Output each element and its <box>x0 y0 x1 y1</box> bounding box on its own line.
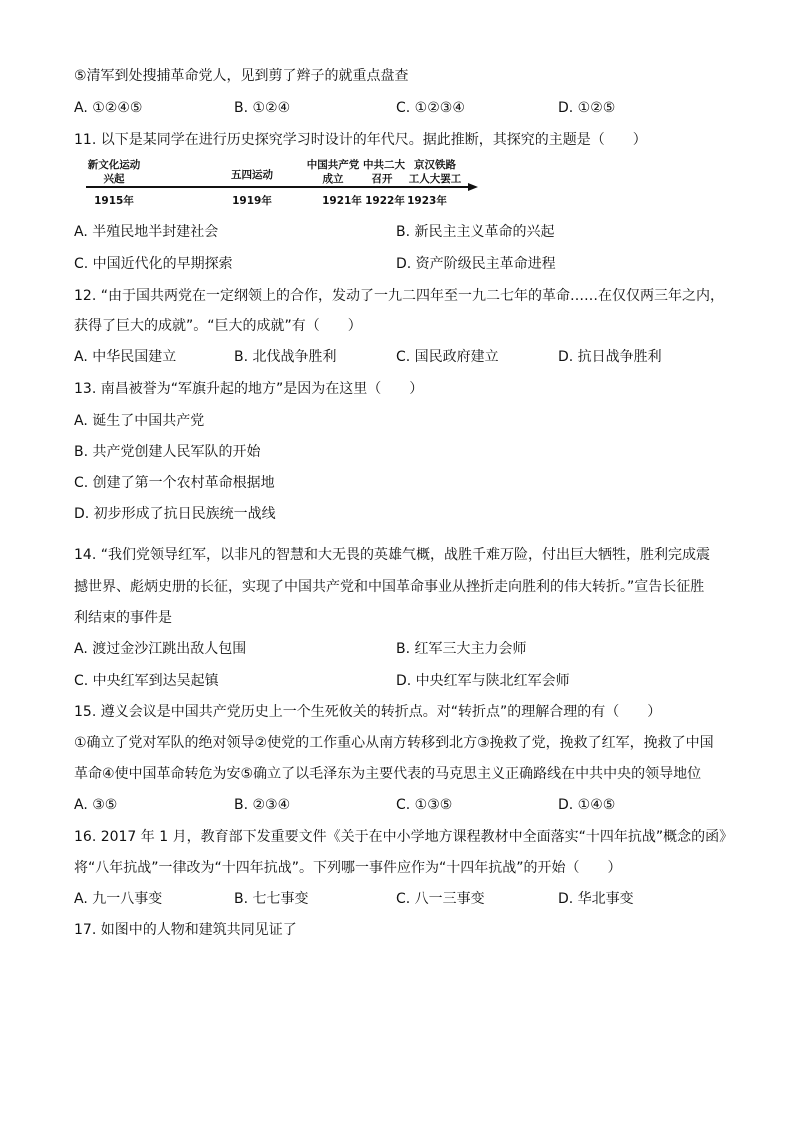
timeline-event-5-line2: 工人大罢工 <box>408 173 462 185</box>
timeline-event-4-line2: 召开 <box>371 173 393 185</box>
q12-option-c: C. 国民政府建立 <box>396 349 499 365</box>
q13-option-c: C. 创建了第一个农村革命根据地 <box>74 475 275 491</box>
q16-option-d: D. 华北事变 <box>558 891 634 907</box>
q15-option-a: A. ③⑤ <box>74 797 118 813</box>
timeline-event-1-line1: 新文化运动 <box>87 159 141 171</box>
timeline-year-2: 1919年 <box>232 195 272 207</box>
timeline-figure <box>80 156 480 212</box>
q13-option-d: D. 初步形成了抗日民族统一战线 <box>74 506 276 522</box>
q13-option-a: A. 诞生了中国共产党 <box>74 413 205 429</box>
q16-stem-line2: 将“八年抗战”一律改为“十四年抗战”。下列哪一事件应作为“十四年抗战”的开始（ ） <box>74 860 622 876</box>
timeline-year-3: 1921年 <box>322 195 362 207</box>
q10-item5: ⑤清军到处搜捕革命党人，见到剪了辫子的就重点盘查 <box>74 68 409 84</box>
q10-option-a: A. ①②④⑤ <box>74 100 143 116</box>
timeline-event-3-line1: 中国共产党 <box>306 159 360 171</box>
q14-option-b: B. 红军三大主力会师 <box>396 641 527 657</box>
q10-option-c: C. ①②③④ <box>396 100 465 116</box>
q11-option-c: C. 中国近代化的早期探索 <box>74 256 233 272</box>
q10-option-d: D. ①②⑤ <box>558 100 616 116</box>
q17-stem: 17. 如图中的人物和建筑共同见证了 <box>74 922 297 938</box>
timeline-event-4-line1: 中共二大 <box>363 159 405 171</box>
timeline-year-4: 1922年 <box>365 195 405 207</box>
q10-option-b: B. ①②④ <box>234 100 291 116</box>
timeline-year-5: 1923年 <box>407 195 447 207</box>
timeline-event-5-line1: 京汉铁路 <box>414 159 456 171</box>
q15-items-line1: ①确立了党对军队的绝对领导②使党的工作重心从南方转移到北方③挽救了党，挽救了红军，挽救了中国 <box>74 735 714 751</box>
timeline-year-1: 1915年 <box>94 195 134 207</box>
timeline-event-2-line1: 五四运动 <box>231 169 273 181</box>
q15-option-c: C. ①③⑤ <box>396 797 453 813</box>
q16-option-a: A. 九一八事变 <box>74 891 163 907</box>
q12-stem-line1: 12. “由于国共两党在一定纲领上的合作，发动了一九二四年至一九二七年的革命……在仅仅两三年之内， <box>74 288 724 304</box>
timeline-event-3-line2: 成立 <box>322 173 344 185</box>
q16-option-c: C. 八一三事变 <box>396 891 485 907</box>
q13-option-b: B. 共产党创建人民军队的开始 <box>74 444 261 460</box>
q11-option-d: D. 资产阶级民主革命进程 <box>396 256 556 272</box>
q14-stem-line2: 撼世界、彪炳史册的长征，实现了中国共产党和中国革命事业从挫折走向胜利的伟大转折。”宣告长征胜 <box>74 579 705 595</box>
q12-stem-line2: 获得了巨大的成就”。“巨大的成就”有（ ） <box>74 318 362 334</box>
q16-stem-line1: 16. 2017 年 1 月，教育部下发重要文件《关于在中小学地方课程教材中全面落实“十四年抗战”概念的函》 <box>74 829 734 845</box>
q14-option-d: D. 中央红军与陕北红军会师 <box>396 673 570 689</box>
q14-option-a: A. 渡过金沙江跳出敌人包围 <box>74 641 247 657</box>
q14-stem-line3: 利结束的事件是 <box>74 610 172 626</box>
q12-option-b: B. 北伐战争胜利 <box>234 349 337 365</box>
q13-stem: 13. 南昌被誉为“军旗升起的地方”是因为在这里（ ） <box>74 381 424 397</box>
timeline-event-1-line2: 兴起 <box>103 173 125 185</box>
q14-option-c: C. 中央红军到达吴起镇 <box>74 673 219 689</box>
q11-stem: 11. 以下是某同学在进行历史探究学习时设计的年代尺。据此推断，其探究的主题是（ ） <box>74 132 647 148</box>
q14-stem-line1: 14. “我们党领导红军，以非凡的智慧和大无畏的英雄气概，战胜千难万险，付出巨大牺牲，胜利完成震 <box>74 547 710 563</box>
q15-stem: 15. 遵义会议是中国共产党历史上一个生死攸关的转折点。对“转折点”的理解合理的有（ ） <box>74 704 662 720</box>
q15-items-line2: 革命④使中国革命转危为安⑤确立了以毛泽东为主要代表的马克思主义正确路线在中共中央的领导地位 <box>74 766 702 782</box>
q15-option-d: D. ①④⑤ <box>558 797 616 813</box>
q16-option-b: B. 七七事变 <box>234 891 309 907</box>
q11-option-b: B. 新民主主义革命的兴起 <box>396 224 555 240</box>
q15-option-b: B. ②③④ <box>234 797 291 813</box>
timeline-arrow-icon <box>468 183 478 191</box>
q12-option-a: A. 中华民国建立 <box>74 349 177 365</box>
q12-option-d: D. 抗日战争胜利 <box>558 349 662 365</box>
q11-option-a: A. 半殖民地半封建社会 <box>74 224 219 240</box>
